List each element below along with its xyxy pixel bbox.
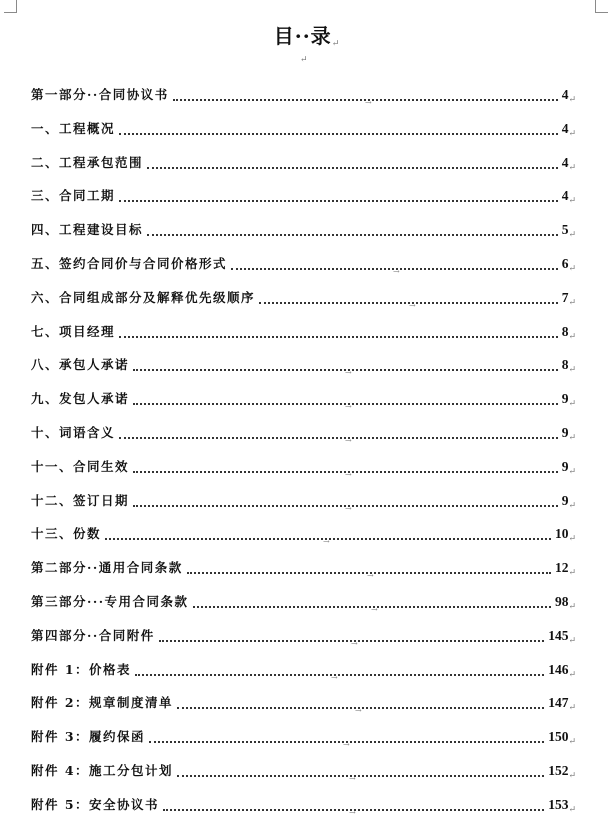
tab-mark-icon: →	[409, 300, 416, 310]
toc-entry[interactable]	[31, 726, 576, 760]
toc-entry-label: 十二、签订日期	[31, 492, 130, 508]
toc-entry[interactable]	[31, 354, 576, 388]
toc-dot-leader	[119, 422, 558, 444]
tab-mark-icon: →	[323, 537, 330, 547]
toc-entry[interactable]	[31, 388, 576, 422]
toc-entry-page: $12_↵$	[554, 560, 576, 578]
toc-entry[interactable]	[31, 118, 576, 152]
toc-entry-label: 附件 1：价格表	[31, 661, 132, 677]
tab-mark-icon: →	[393, 266, 400, 276]
toc-entry[interactable]	[31, 557, 576, 591]
toc-dot-leader	[119, 185, 558, 207]
toc-entry[interactable]	[31, 84, 576, 118]
toc-entry[interactable]	[31, 253, 576, 287]
tab-mark-icon: →	[345, 368, 352, 378]
toc-entry-page: $10_↵$	[554, 526, 576, 544]
toc-dot-leader	[135, 659, 544, 681]
toc-entry-page: $8_↵$	[561, 357, 576, 375]
toc-entry-page: $4_↵$	[561, 154, 576, 172]
toc-entry-label: 附件 4：施工分包计划	[31, 762, 174, 778]
toc-entry-page: $4_↵$	[561, 188, 576, 206]
toc-entry-page: $152_↵$	[548, 762, 576, 780]
toc-entry-page: $147_↵$	[548, 695, 576, 713]
toc-entry-label: 第一部分··合同协议书	[31, 87, 169, 102]
toc-entry-label: 四、工程建设目标	[31, 222, 144, 238]
toc-entry-label: 七、项目经理	[31, 323, 116, 339]
toc-entry[interactable]	[31, 152, 576, 186]
toc-entry-label: 十一、合同生效	[31, 458, 130, 474]
toc-entry[interactable]	[31, 219, 576, 253]
toc-entry-label: 附件 5：安全协议书	[31, 796, 160, 812]
table-of-contents	[31, 84, 576, 828]
toc-entry[interactable]	[31, 692, 576, 726]
toc-dot-leader	[147, 219, 558, 241]
toc-entry-label: 附件 2：规章制度清单	[31, 695, 174, 711]
toc-dot-leader	[147, 152, 558, 174]
toc-entry-label: 十、词语含义	[31, 424, 116, 440]
page-corner-mark-right	[595, 0, 608, 13]
toc-entry-page: $98_↵$	[554, 593, 576, 611]
toc-entry[interactable]	[31, 185, 576, 219]
toc-entry-page: $146_↵$	[548, 661, 576, 679]
toc-entry[interactable]	[31, 456, 576, 490]
toc-entry-label: 二、工程承包范围	[31, 154, 144, 170]
toc-entry[interactable]	[31, 490, 576, 524]
page-title	[0, 20, 614, 49]
page-corner-mark-left	[4, 0, 17, 13]
toc-entry[interactable]	[31, 625, 576, 659]
toc-entry-page: $153_↵$	[548, 796, 576, 814]
toc-entry-page: $9_↵$	[561, 492, 576, 510]
tab-mark-icon: →	[349, 773, 356, 783]
tab-mark-icon: →	[331, 672, 338, 682]
toc-entry-page: $9_↵$	[561, 424, 576, 442]
toc-entry-page: $4_↵$	[561, 120, 576, 138]
tab-mark-icon: →	[343, 740, 350, 750]
tab-mark-icon: →	[345, 402, 352, 412]
toc-dot-leader	[177, 760, 544, 782]
toc-entry-label: 九、发包人承诺	[31, 391, 130, 407]
tab-mark-icon: →	[365, 98, 372, 107]
toc-entry[interactable]	[31, 659, 576, 693]
toc-entry-label: 附件 3：履约保函	[31, 729, 146, 745]
toc-entry-label: 八、承包人承诺	[31, 357, 130, 373]
tab-mark-icon: →	[349, 807, 356, 817]
paragraph-mark-icon: ↵	[300, 55, 308, 65]
toc-entry[interactable]	[31, 321, 576, 355]
toc-entry-page: $9_↵$	[561, 391, 576, 409]
toc-entry-page: $150_↵$	[548, 729, 576, 747]
toc-entry[interactable]	[31, 422, 576, 456]
toc-entry-label: 第四部分··合同附件	[31, 627, 155, 643]
toc-entry-label: 六、合同组成部分及解释优先级顺序	[31, 289, 256, 305]
toc-entry-label: 第二部分··通用合同条款	[31, 560, 183, 576]
toc-entry-page: $7_↵$	[561, 289, 576, 307]
toc-entry-label: 五、签约合同价与合同价格形式	[31, 255, 228, 271]
toc-entry[interactable]	[31, 287, 576, 321]
toc-dot-leader	[119, 118, 558, 140]
toc-entry-page: $8_↵$	[561, 323, 576, 341]
tab-mark-icon: →	[345, 469, 352, 479]
toc-entry-page: $145_↵$	[548, 627, 576, 645]
toc-entry[interactable]	[31, 760, 576, 794]
page-title-text: 目··录	[273, 24, 332, 48]
tab-mark-icon: →	[345, 435, 352, 445]
tab-mark-icon: →	[345, 503, 352, 513]
paragraph-mark-icon: ↵	[331, 39, 341, 49]
tab-mark-icon: →	[351, 638, 358, 648]
toc-entry-page: $4_↵$	[561, 87, 576, 104]
toc-entry-page: $6_↵$	[561, 255, 576, 273]
toc-entry-label: 第三部分···专用合同条款	[31, 593, 189, 609]
toc-entry-label: 十三、份数	[31, 526, 102, 542]
tab-mark-icon: →	[355, 706, 362, 716]
toc-entry-label: 一、工程概况	[31, 120, 116, 136]
tab-mark-icon: →	[371, 604, 378, 614]
toc-dot-leader	[119, 321, 558, 343]
toc-entry-label: 三、合同工期	[31, 188, 116, 204]
tab-mark-icon: →	[367, 571, 374, 581]
toc-entry[interactable]	[31, 591, 576, 625]
toc-entry-page: $5_↵$	[561, 222, 576, 240]
toc-entry-page: $9_↵$	[561, 458, 576, 476]
toc-entry[interactable]	[31, 523, 576, 557]
toc-entry[interactable]	[31, 794, 576, 828]
